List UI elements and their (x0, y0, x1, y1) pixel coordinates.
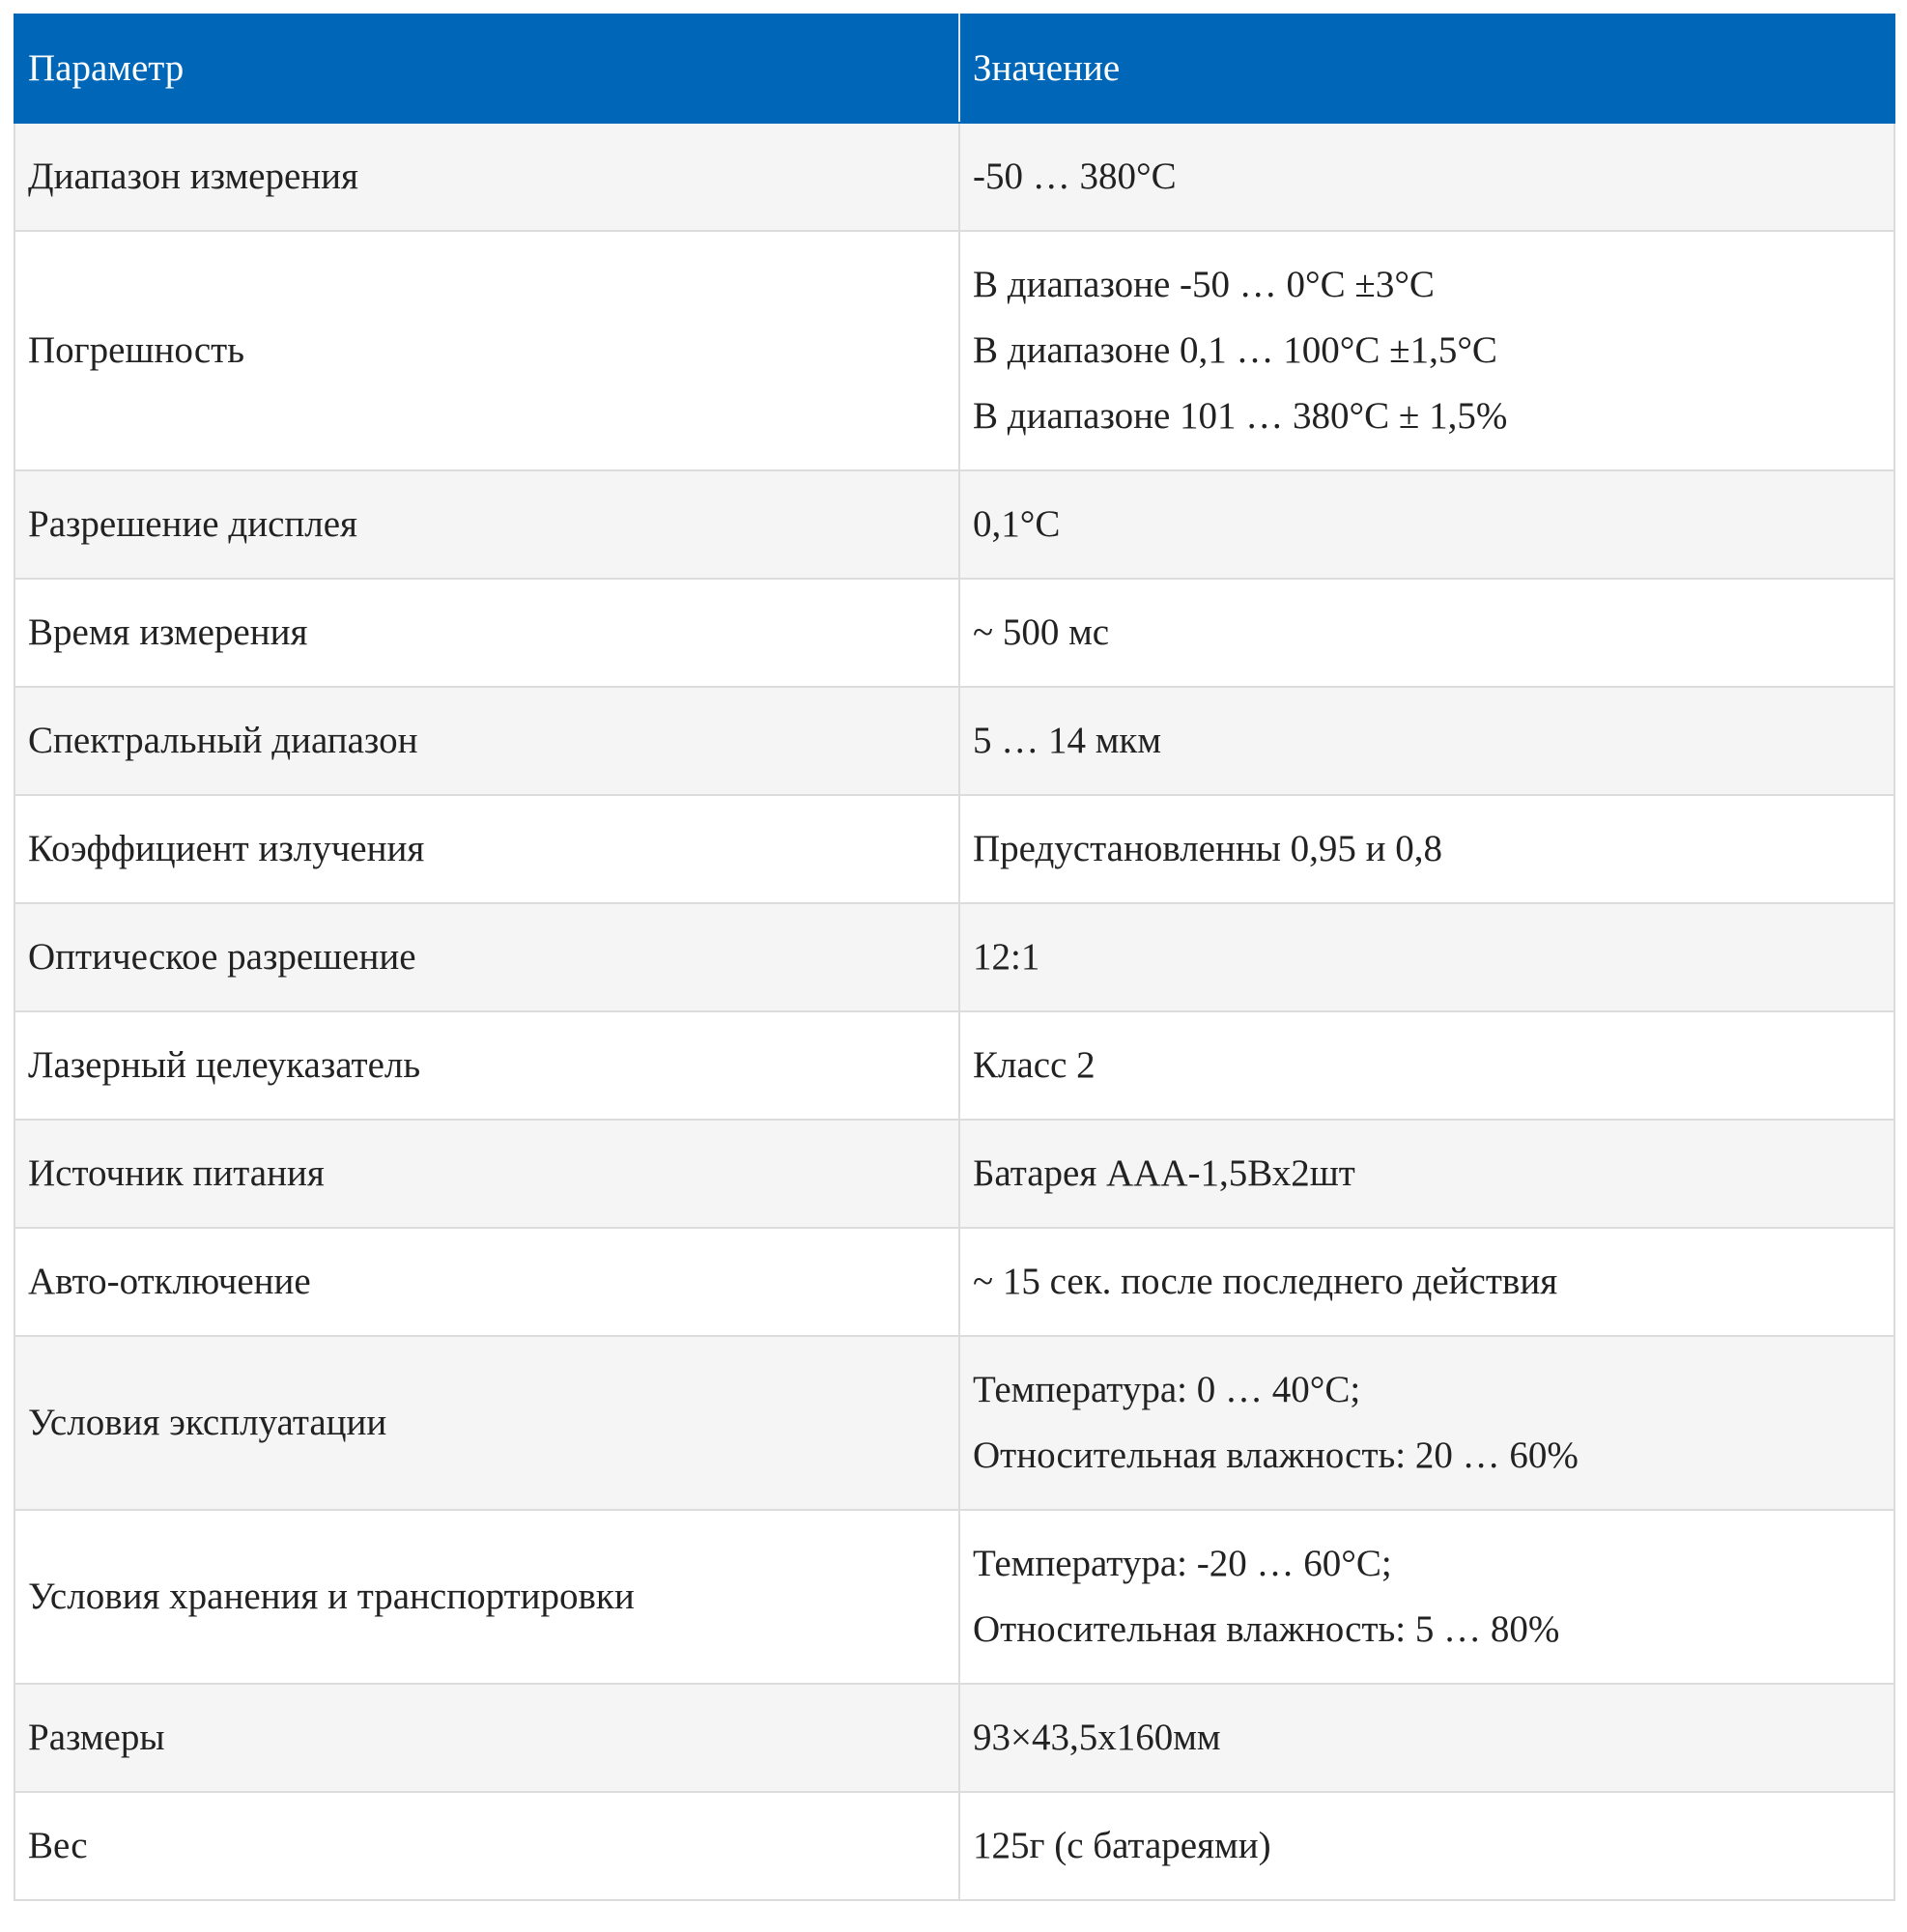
value-line: 0,1°C (973, 503, 1061, 545)
param-cell: Размеры (14, 1684, 959, 1792)
spec-table (14, 14, 1895, 1901)
param-cell: Коэффициент излучения (14, 795, 959, 903)
value-cell (959, 123, 1894, 231)
value-line: В диапазоне 101 … 380°C ± 1,5% (973, 395, 1508, 437)
table-row (14, 1510, 1894, 1684)
column-header-value: Значение (959, 14, 1894, 123)
param-cell: Спектральный диапазон (14, 687, 959, 795)
table-row (14, 470, 1894, 579)
value-line: Класс 2 (973, 1044, 1096, 1086)
value-cell (959, 1120, 1894, 1228)
value-line: ~ 500 мс (973, 611, 1110, 653)
param-cell: Оптическое разрешение (14, 903, 959, 1011)
table-row (14, 123, 1894, 231)
value-line: В диапазоне -50 … 0°C ±3°C (973, 264, 1435, 305)
value-line: -50 … 380°C (973, 156, 1177, 197)
value-line: Относительная влажность: 20 … 60% (973, 1435, 1579, 1476)
value-line: 5 … 14 мкм (973, 720, 1162, 761)
param-cell: Условия хранения и транспортировки (14, 1510, 959, 1684)
value-cell (959, 1336, 1894, 1510)
value-cell (959, 1011, 1894, 1120)
value-line: 125г (с батареями) (973, 1825, 1271, 1866)
param-cell: Авто-отключение (14, 1228, 959, 1336)
value-cell (959, 1792, 1894, 1900)
table-row (14, 231, 1894, 470)
param-cell: Погрешность (14, 231, 959, 470)
value-line: В диапазоне 0,1 … 100°C ±1,5°C (973, 329, 1497, 371)
value-line: 93×43,5х160мм (973, 1717, 1221, 1758)
value-line: Температура: -20 … 60°C; (973, 1543, 1392, 1584)
value-cell (959, 470, 1894, 579)
value-line: ~ 15 сек. после последнего действия (973, 1261, 1558, 1302)
value-cell (959, 1684, 1894, 1792)
param-cell: Разрешение дисплея (14, 470, 959, 579)
table-row (14, 1228, 1894, 1336)
table-row (14, 795, 1894, 903)
value-cell (959, 1510, 1894, 1684)
param-cell: Вес (14, 1792, 959, 1900)
value-line: Температура: 0 … 40°C; (973, 1369, 1361, 1410)
value-cell (959, 1228, 1894, 1336)
value-cell (959, 687, 1894, 795)
value-line: Батарея AAA-1,5Вх2шт (973, 1152, 1355, 1194)
value-line: Относительная влажность: 5 … 80% (973, 1608, 1560, 1650)
param-cell: Лазерный целеуказатель (14, 1011, 959, 1120)
table-header-row (14, 14, 1894, 123)
value-cell (959, 903, 1894, 1011)
param-cell: Условия эксплуатации (14, 1336, 959, 1510)
table-row (14, 579, 1894, 687)
value-cell (959, 231, 1894, 470)
value-cell (959, 795, 1894, 903)
column-header-param: Параметр (14, 14, 959, 123)
value-line: Предустановленны 0,95 и 0,8 (973, 828, 1443, 869)
param-cell: Диапазон измерения (14, 123, 959, 231)
table-row (14, 1011, 1894, 1120)
table-row (14, 687, 1894, 795)
table-row (14, 1120, 1894, 1228)
value-cell (959, 579, 1894, 687)
value-line: 12:1 (973, 936, 1040, 978)
table-row (14, 1684, 1894, 1792)
param-cell: Источник питания (14, 1120, 959, 1228)
table-row (14, 903, 1894, 1011)
param-cell: Время измерения (14, 579, 959, 687)
table-row (14, 1792, 1894, 1900)
table-row (14, 1336, 1894, 1510)
